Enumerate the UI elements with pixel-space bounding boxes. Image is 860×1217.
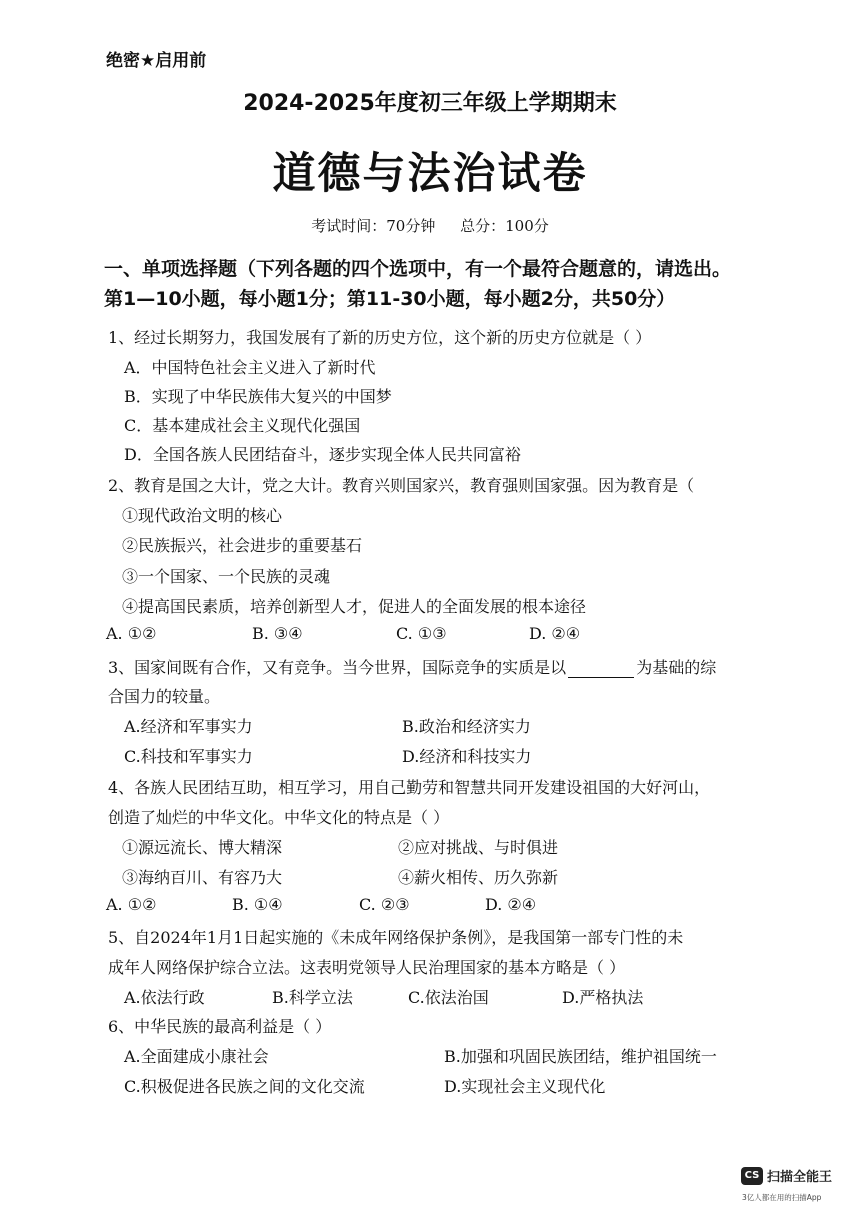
- question-6-option-d: D.实现社会主义现代化: [444, 1077, 606, 1096]
- question-5-option-a: A.依法行政: [124, 988, 205, 1007]
- scanner-logo: [741, 1166, 832, 1185]
- question-3-stem: [108, 655, 716, 678]
- question-2-item-1: ①现代政治文明的核心: [122, 506, 283, 525]
- question-3-option-d: D.经济和科技实力: [402, 747, 532, 766]
- question-6-stem: 6、中华民族的最高利益是（ ）: [108, 1017, 332, 1036]
- question-1-option-d: D．全国各族人民团结奋斗，逐步实现全体人民共同富裕: [124, 445, 521, 464]
- answer-blank: [568, 661, 634, 678]
- question-3-option-b: B.政治和经济实力: [402, 717, 531, 736]
- question-5-option-c: C.依法治国: [408, 988, 489, 1007]
- section-heading-line2: 第1—10小题，每小题1分；第11-30小题，每小题2分，共50分）: [104, 288, 676, 310]
- question-2-item-4: ④提高国民素质，培养创新型人才，促进人的全面发展的根本途径: [122, 597, 587, 616]
- question-4-option-d: D. ②④: [485, 895, 537, 914]
- question-2-item-2: ②民族振兴，社会进步的重要基石: [122, 536, 363, 555]
- question-3-stem-post: 为基础的综: [636, 658, 717, 677]
- question-4-item-1: ①源远流长、博大精深: [122, 838, 283, 857]
- exam-title: 道德与法治试卷: [272, 149, 588, 199]
- question-1-option-b: B．实现了中华民族伟大复兴的中国梦: [124, 387, 392, 406]
- question-4-item-4: ④薪火相传、历久弥新: [398, 868, 559, 887]
- question-3-option-a: A.经济和军事实力: [124, 717, 253, 736]
- question-4-stem: 4、各族人民团结互助，相互学习，用自己勤劳和智慧共同开发建设祖国的大好河山，: [108, 778, 711, 797]
- question-1-stem: 1、经过长期努力，我国发展有了新的历史方位，这个新的历史方位就是（ ）: [108, 328, 652, 347]
- question-3-stem-pre: 3、国家间既有合作，又有竞争。当今世界，国际竞争的实质是以: [108, 658, 567, 677]
- question-2-option-d: D. ②④: [529, 624, 581, 643]
- camscanner-icon: CS: [741, 1167, 763, 1185]
- exam-time: 考试时间：70分钟: [311, 217, 436, 235]
- question-6-option-c: C.积极促进各民族之间的文化交流: [124, 1077, 365, 1096]
- question-3-option-c: C.科技和军事实力: [124, 747, 253, 766]
- exam-subtitle: 2024-2025年度初三年级上学期期末: [243, 91, 617, 116]
- question-6-option-b: B.加强和巩固民族团结，维护祖国统一: [444, 1047, 717, 1066]
- question-1-option-a: A．中国特色社会主义进入了新时代: [124, 358, 376, 377]
- question-5-stem: 5、自2024年1月1日起实施的《未成年网络保护条例》，是我国第一部专门性的未: [108, 928, 684, 947]
- question-2-item-3: ③一个国家、一个民族的灵魂: [122, 567, 331, 586]
- question-3-stem-line2: 合国力的较量。: [108, 687, 221, 706]
- question-4-option-b: B. ①④: [232, 895, 283, 914]
- scanner-tagline: 3亿人都在用的扫描App: [742, 1193, 822, 1202]
- question-2-option-c: C. ①③: [396, 624, 447, 643]
- question-4-option-a: A. ①②: [106, 895, 157, 914]
- question-4-stem-line2: 创造了灿烂的中华文化。中华文化的特点是（ ）: [108, 808, 450, 827]
- question-1-option-c: C．基本建成社会主义现代化强国: [124, 416, 361, 435]
- question-2-option-b: B. ③④: [252, 624, 303, 643]
- question-2-stem: 2、教育是国之大计，党之大计。教育兴则国家兴，教育强则国家强。因为教育是（: [108, 476, 695, 495]
- question-5-option-d: D.严格执法: [562, 988, 644, 1007]
- section-heading-line1: 一、单项选择题（下列各题的四个选项中，有一个最符合题意的，请选出。: [104, 258, 732, 280]
- question-6-option-a: A.全面建成小康社会: [124, 1047, 269, 1066]
- question-4-item-3: ③海纳百川、有容乃大: [122, 868, 283, 887]
- question-5-stem-line2: 成年人网络保护综合立法。这表明党领导人民治理国家的基本方略是（ ）: [108, 958, 626, 977]
- question-4-option-c: C. ②③: [359, 895, 410, 914]
- confidential-label: 绝密★启用前: [106, 51, 207, 71]
- question-4-item-2: ②应对挑战、与时俱进: [398, 838, 559, 857]
- exam-score: 总分：100分: [460, 217, 549, 235]
- question-5-option-b: B.科学立法: [272, 988, 353, 1007]
- scanner-app-name: 扫描全能王: [767, 1170, 833, 1185]
- question-2-option-a: A. ①②: [106, 624, 157, 643]
- exam-meta: [0, 215, 860, 236]
